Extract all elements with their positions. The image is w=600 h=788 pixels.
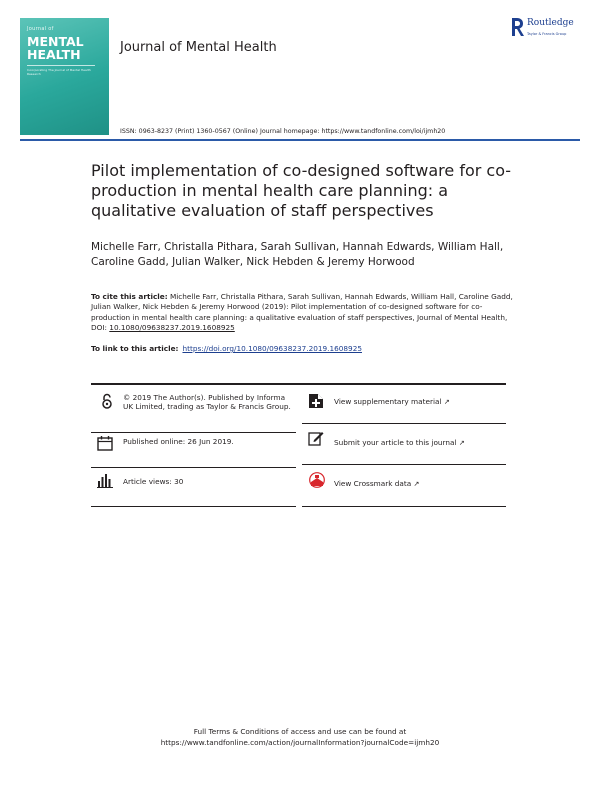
header-rule <box>20 139 580 141</box>
submit-article-link[interactable] <box>334 438 465 448</box>
issn-text: ISSN: 0963-8237 (Print) 1360-0567 (Online) Journal homepage: <box>120 128 322 135</box>
routledge-icon <box>510 17 524 37</box>
cover-title-line1: MENTAL <box>27 34 84 49</box>
journal-name: Journal of Mental Health <box>120 40 277 55</box>
link-label: To link to this article: <box>91 344 179 353</box>
link-to-article <box>91 344 362 353</box>
cover-subtitle: Incorporating The Journal of Mental Health Research <box>27 68 91 76</box>
calendar-icon <box>97 435 113 451</box>
crossmark-cell[interactable] <box>302 468 506 507</box>
published-date: Published online: 26 Jun 2019. <box>123 437 234 446</box>
crossmark-link[interactable] <box>334 479 419 489</box>
supplementary-link[interactable] <box>334 397 450 407</box>
publisher-logo <box>510 17 594 43</box>
add-document-icon <box>308 393 324 409</box>
footer-url[interactable]: https://www.tandfonline.com/action/journalInformation?journalCode=ijmh20 <box>160 737 440 747</box>
edit-pencil-icon <box>308 430 324 446</box>
footer-terms: Full Terms & Conditions of access and use can be found at <box>193 727 407 736</box>
license-cell <box>91 391 296 433</box>
publisher-tagline: Taylor & Francis Group <box>527 32 567 36</box>
citation <box>91 292 521 334</box>
bar-chart-icon <box>97 472 113 488</box>
external-link-icon: ↗ <box>413 480 420 488</box>
journal-cover <box>20 18 109 135</box>
submit-cell[interactable] <box>302 427 506 465</box>
footer <box>0 727 600 748</box>
crossmark-icon <box>309 472 325 488</box>
article-doi-url[interactable]: https://doi.org/10.1080/09638237.2019.1608925 <box>182 344 362 353</box>
doi-link[interactable]: 10.1080/09638237.2019.1608925 <box>109 323 235 333</box>
cover-kicker: Journal of <box>27 26 54 32</box>
supplementary-cell[interactable] <box>302 391 506 424</box>
license-text: © 2019 The Author(s). Published by Informa UK Limited, trading as Taylor & Francis Group. <box>123 393 291 412</box>
open-access-icon <box>99 393 115 409</box>
cover-title-line2: HEALTH <box>27 47 81 62</box>
article-title: Pilot implementation of co-designed software for co-production in mental health care planning: a qualitative evaluation of staff perspectives <box>91 161 512 220</box>
cover-divider <box>27 65 95 66</box>
cite-label: To cite this article: <box>91 292 168 301</box>
info-top-rule <box>91 383 506 385</box>
external-link-icon: ↗ <box>443 398 450 406</box>
publisher-name: Routledge <box>527 18 574 28</box>
cite-text: Michelle Farr, Christalla Pithara, Sarah Sullivan, Hannah Edwards, William Hall, Caroline Gadd, Julian Walker, Nick Hebden & Jeremy Horwood (2019): Pilot implementation of co-designed software for co-production in mental health care planning: a qualitative evaluation of staff perspectives, Journal of Mental Health, DOI: <box>91 292 513 333</box>
article-authors: Michelle Farr, Christalla Pithara, Sarah Sullivan, Hannah Edwards, William Hall, Caroline Gadd, Julian Walker, Nick Hebden & Jeremy Horwood <box>91 241 504 268</box>
submit-label: Submit your article to this journal <box>334 438 457 447</box>
crossmark-label: View Crossmark data <box>334 479 412 488</box>
journal-homepage-link[interactable]: https://www.tandfonline.com/loi/ijmh20 <box>321 128 446 135</box>
external-link-icon: ↗ <box>458 439 465 447</box>
supplementary-label: View supplementary material <box>334 397 442 406</box>
published-cell <box>91 435 296 468</box>
views-cell <box>91 470 296 507</box>
article-views: Article views: 30 <box>123 477 184 486</box>
issn-line <box>120 128 445 135</box>
